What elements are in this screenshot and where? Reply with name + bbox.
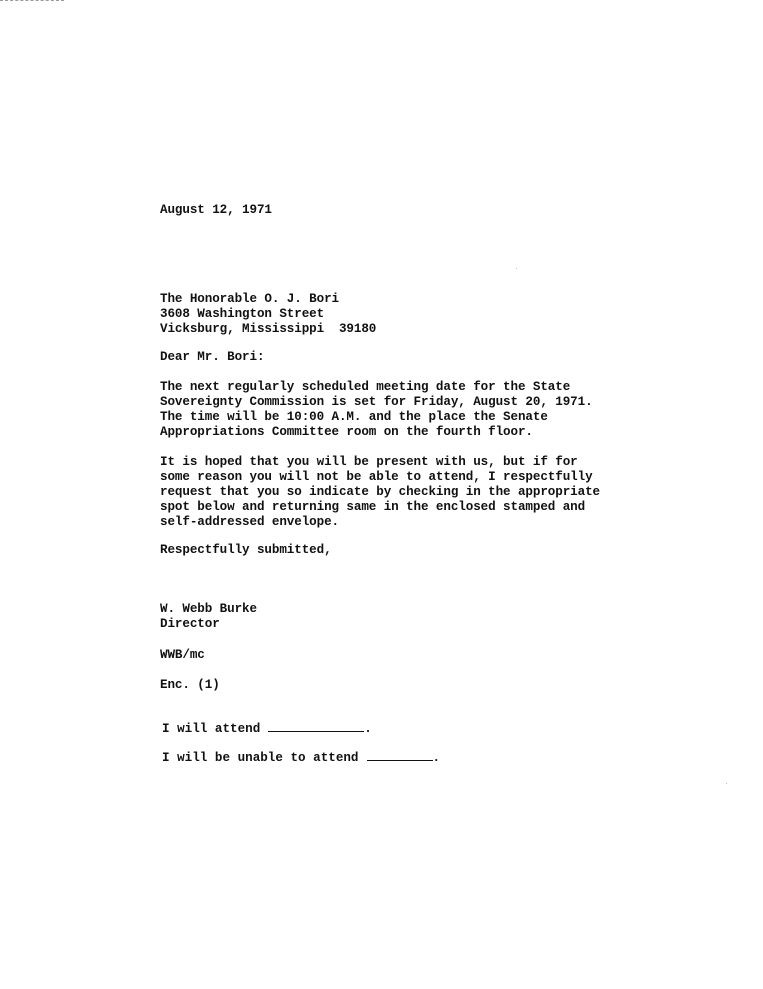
body-paragraph-2 — [160, 455, 600, 530]
scan-speck — [726, 783, 727, 784]
closing: Respectfully submitted, — [160, 543, 332, 557]
paragraph-line: The time will be 10:00 A.M. and the place the Senate — [160, 410, 548, 424]
reference-initials: WWB/mc — [160, 648, 205, 662]
enclosure-note: Enc. (1) — [160, 678, 220, 692]
letter-date: August 12, 1971 — [160, 203, 272, 217]
unable-response-line — [162, 750, 440, 766]
paragraph-line: spot below and returning same in the enclosed stamped and — [160, 500, 586, 514]
scan-edge-mark — [0, 0, 64, 1]
attend-response-line — [162, 721, 372, 737]
paragraph-line: Appropriations Committee room on the fourth floor. — [160, 425, 533, 439]
signer-title: Director — [160, 617, 220, 631]
attend-period: . — [364, 722, 372, 736]
recipient-address — [160, 292, 376, 337]
body-paragraph-1 — [160, 380, 593, 440]
salutation: Dear Mr. Bori: — [160, 350, 265, 364]
recipient-city: Vicksburg, Mississippi 39180 — [160, 322, 377, 336]
unable-period: . — [432, 751, 441, 765]
unable-label: I will be unable to attend — [162, 751, 359, 765]
scan-speck — [516, 268, 517, 269]
paragraph-line: self-addressed envelope. — [160, 515, 339, 529]
paragraph-line: The next regularly scheduled meeting date for the State — [160, 380, 571, 394]
signer-name: W. Webb Burke — [160, 602, 257, 616]
signature-block — [160, 602, 257, 632]
attend-label: I will attend — [162, 722, 261, 736]
paragraph-line: Sovereignty Commission is set for Friday, August 20, 1971. — [160, 395, 593, 409]
recipient-name: The Honorable O. J. Bori — [160, 292, 339, 306]
recipient-street: 3608 Washington Street — [160, 307, 325, 321]
paragraph-line: request that you so indicate by checking in the appropriate — [160, 485, 600, 499]
paragraph-line: It is hoped that you will be present with us, but if for — [160, 455, 578, 469]
paragraph-line: some reason you will not be able to attend, I respectfully — [160, 470, 593, 484]
unable-checkbox-blank[interactable] — [367, 750, 433, 761]
attend-checkbox-blank[interactable] — [268, 721, 364, 732]
